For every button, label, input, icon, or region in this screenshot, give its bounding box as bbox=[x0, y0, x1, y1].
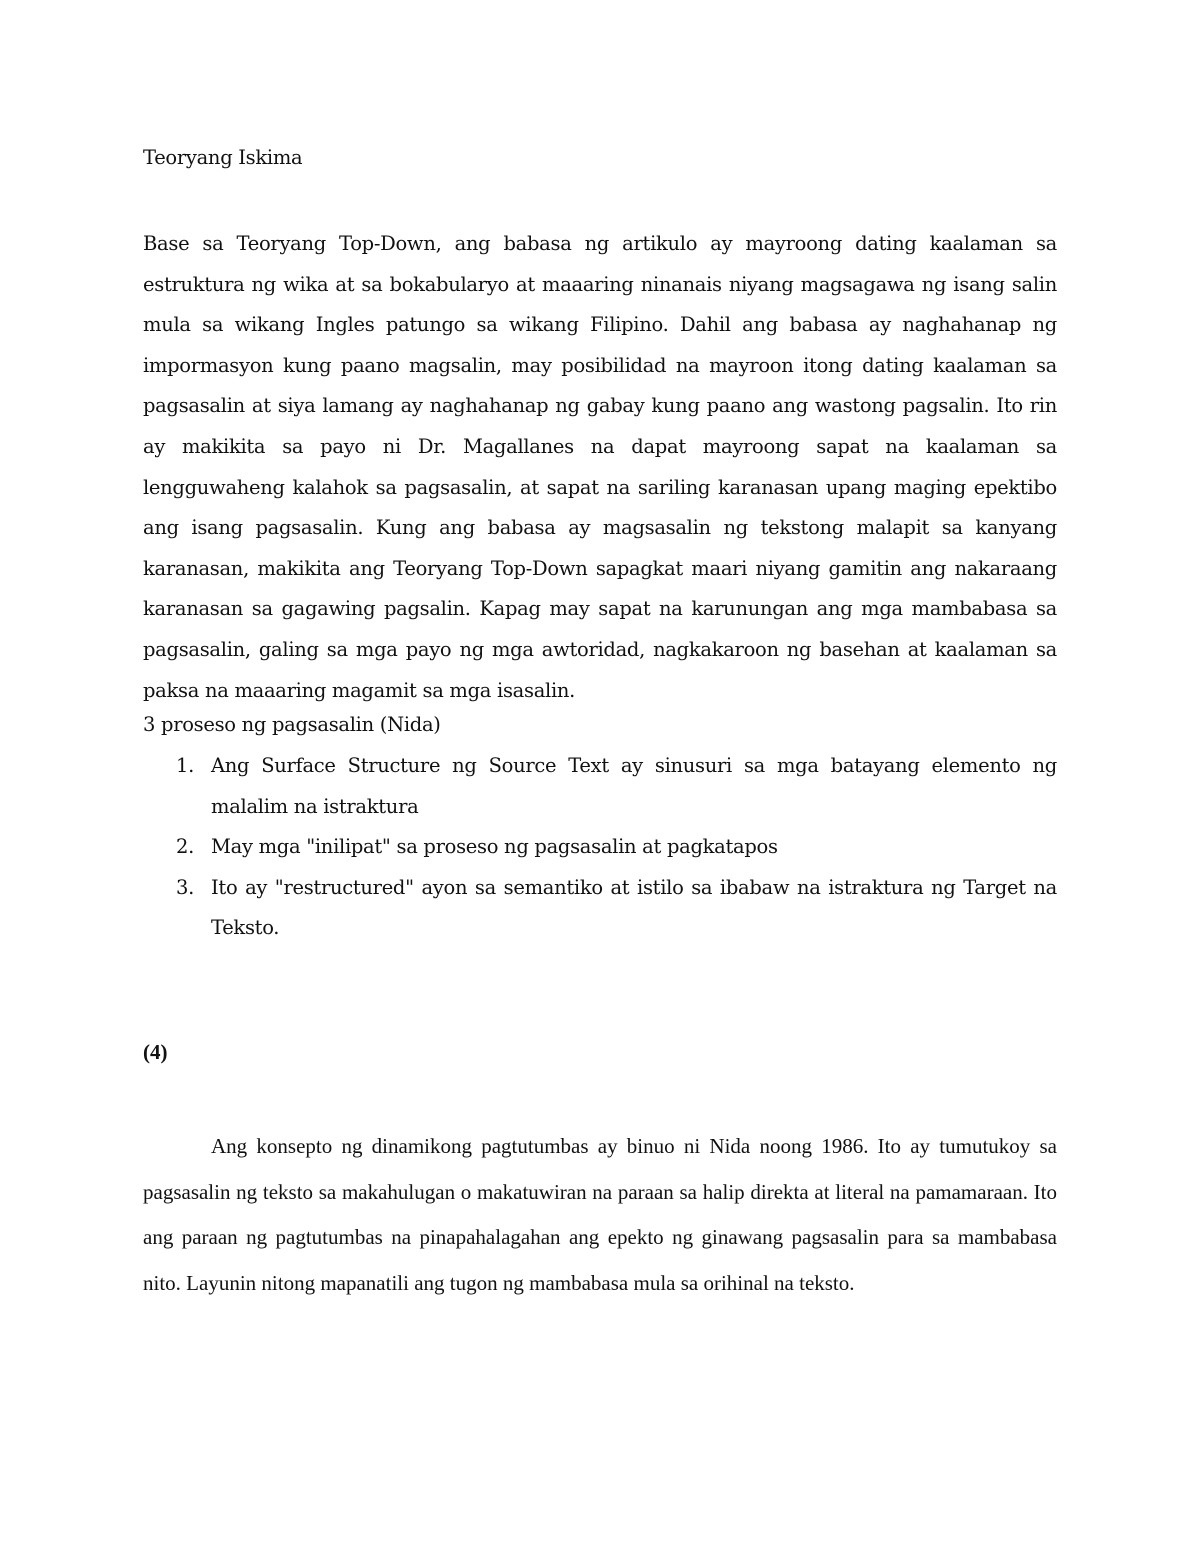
list-item bbox=[143, 746, 1057, 827]
list-item-number: 2. bbox=[176, 835, 195, 859]
list-item-number: 3. bbox=[176, 875, 195, 899]
list-item-text: Ang Surface Structure ng Source Text ay sinusuri sa mga batayang elemento ng malalim na istraktura bbox=[211, 754, 1057, 818]
section-heading-proseso: 3 proseso ng pagsasalin (Nida) bbox=[143, 713, 441, 736]
list-item-text: Ito ay "restructured" ayon sa semantiko at istilo sa ibabaw na istraktura ng Target na Teksto. bbox=[211, 875, 1057, 940]
list-item bbox=[143, 827, 1057, 868]
process-steps-list bbox=[143, 746, 1057, 949]
section-number-label: (4) bbox=[143, 1040, 168, 1064]
section-heading-teoryang-iskima: Teoryang Iskima bbox=[143, 146, 303, 169]
list-item-number: 1. bbox=[176, 754, 195, 777]
body-paragraph-top-down: Base sa Teoryang Top-Down, ang babasa ng artikulo ay mayroong dating kaalaman sa estruktura ng wika at sa bokabularyo at maaaring ninanais niyang magsagawa ng isang salin mula sa wikang Ingles patungo sa wikang Filipino. Dahil ang babasa ay naghahanap ng impormasyon kung paano magsalin, may posibilidad na mayroon itong dating kaalaman sa pagsasalin at siya lamang ay naghahanap ng gabay kung paano ang wastong pagsalin. Ito rin ay makikita sa payo ni Dr. Magallanes na dapat mayroong sapat na kaalaman sa lengguwaheng kalahok sa pagsasalin, at sapat na sariling karanasan upang maging epektibo ang isang pagsasalin. Kung ang babasa ay magsasalin ng tekstong malapit sa kanyang karanasan, makikita ang Teoryang Top-Down sapagkat maari niyang gamitin ang nakaraang karanasan sa gagawing pagsalin. Kapag may sapat na karunungan ang mga mambabasa sa pagsasalin, galing sa mga payo ng mga awtoridad, nagkakaroon ng basehan at kaalaman sa paksa na maaaring magamit sa mga isasalin. bbox=[143, 232, 1057, 702]
list-item-text: May mga "inilipat" sa proseso ng pagsasalin at pagkatapos bbox=[211, 835, 778, 859]
list-item bbox=[143, 868, 1057, 949]
body-paragraph-dinamikong-pagtutumbas: Ang konsepto ng dinamikong pagtutumbas ay binuo ni Nida noong 1986. Ito ay tumutukoy sa pagsasalin ng teksto sa makahulugan o makatuwiran na paraan sa halip direkta at literal na pamamaraan. Ito ang paraan ng pagtutumbas na pinapahalagahan ang epekto ng ginawang pagsasalin para sa mambabasa nito. Layunin nitong mapanatili ang tugon ng mambabasa mula sa orihinal na teksto. bbox=[143, 1134, 1057, 1295]
